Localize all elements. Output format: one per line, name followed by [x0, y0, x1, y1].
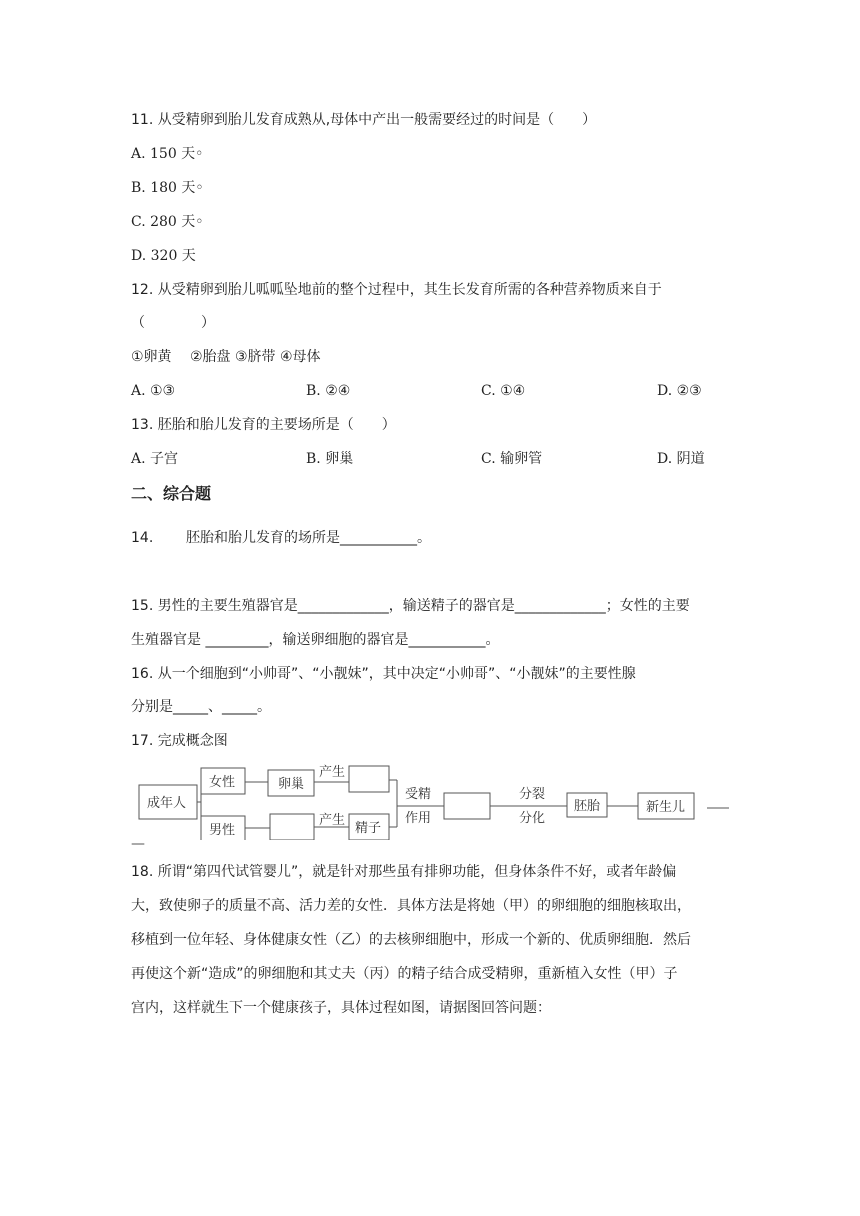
q12-option-a: A. ①③ — [131, 383, 176, 399]
q12-stem: 12. 从受精卵到胎儿呱呱坠地前的整个过程中，其生长发育所需的各种营养物质来自于 — [131, 282, 662, 298]
q16-line1: 16. 从一个细胞到“小帅哥”、“小靓妹”，其中决定“小帅哥”、“小靓妹”的主要性腺 — [131, 666, 636, 682]
q18-line5: 宫内，这样就生下一个健康孩子，具体过程如图，请据图回答问题： — [131, 1000, 551, 1016]
q13-option-d: D. 阴道 — [657, 451, 705, 467]
q13-option-c: C. 输卵管 — [481, 451, 543, 467]
q12-option-c: C. ①④ — [481, 383, 526, 399]
label-produce-bottom: 产生 — [319, 813, 346, 828]
q17-stem: 17. 完成概念图 — [131, 733, 228, 749]
box-blank-egg — [349, 766, 389, 792]
q11-option-c: C. 280 天◦ — [131, 214, 204, 230]
box-blank-testis — [270, 814, 314, 840]
q11-option-a: A. 150 天◦ — [131, 146, 204, 162]
q15-line2: 生殖器官是 _________，输送卵细胞的器官是___________。 — [131, 632, 500, 648]
label-adult: 成年人 — [147, 796, 187, 811]
label-produce-top: 产生 — [319, 765, 346, 780]
q16-line2: 分别是_____、_____。 — [131, 699, 271, 715]
q14-text: 胚胎和胎儿发育的场所是___________。 — [186, 530, 431, 546]
box-blank-zygote — [444, 793, 490, 819]
q14-number: 14. — [131, 530, 154, 546]
q11-option-d: D. 320 天 — [131, 248, 196, 264]
label-division-1: 分裂 — [519, 787, 546, 802]
q13-option-a: A. 子宫 — [131, 451, 179, 467]
q11-option-b: B. 180 天◦ — [131, 180, 204, 196]
label-fertilization-1: 受精 — [405, 787, 432, 802]
q18-line4: 再使这个新“造成”的卵细胞和其丈夫（丙）的精子结合成受精卵，重新植入女性（甲）子 — [131, 966, 678, 982]
q18-line2: 大，致使卵子的质量不高、活力差的女性．具体方法是将她（甲）的卵细胞的细胞核取出， — [131, 898, 691, 914]
q11-stem: 11. 从受精卵到胎儿发育成熟从,母体中产出一般需要经过的时间是（ ） — [131, 112, 597, 128]
label-division-2: 分化 — [519, 811, 546, 826]
label-fertilization-2: 作用 — [405, 811, 432, 826]
q13-stem: 13. 胚胎和胎儿发育的主要场所是（ ） — [131, 417, 396, 433]
section-heading: 二、综合题 — [131, 484, 212, 503]
label-ovary: 卵巢 — [278, 777, 305, 792]
q18-line1: 18. 所谓“第四代试管婴儿”，就是针对那些虽有排卵功能，但身体条件不好，或者年龄偏 — [131, 864, 677, 880]
q17-trail-dash: — — [131, 836, 145, 852]
q18-line3: 移植到一位年轻、身体健康女性（乙）的去核卵细胞中，形成一个新的、优质卵细胞．然后 — [131, 932, 691, 948]
label-newborn: 新生儿 — [646, 800, 686, 815]
label-female: 女性 — [209, 775, 236, 790]
q12-option-b: B. ②④ — [306, 383, 351, 399]
label-embryo: 胚胎 — [574, 799, 601, 814]
q12-stem-cont: （ ） — [131, 315, 215, 331]
concept-map — [131, 760, 731, 840]
q15-line1: 15. 男性的主要生殖器官是_____________，输送精子的器官是_____________；女性的主要 — [131, 598, 690, 614]
q13-option-b: B. 卵巢 — [306, 451, 354, 467]
label-male: 男性 — [209, 823, 236, 838]
q12-items: ①卵黄 ②胎盘 ③脐带 ④母体 — [131, 349, 321, 365]
label-sperm: 精子 — [355, 821, 382, 836]
q12-option-d: D. ②③ — [657, 383, 702, 399]
